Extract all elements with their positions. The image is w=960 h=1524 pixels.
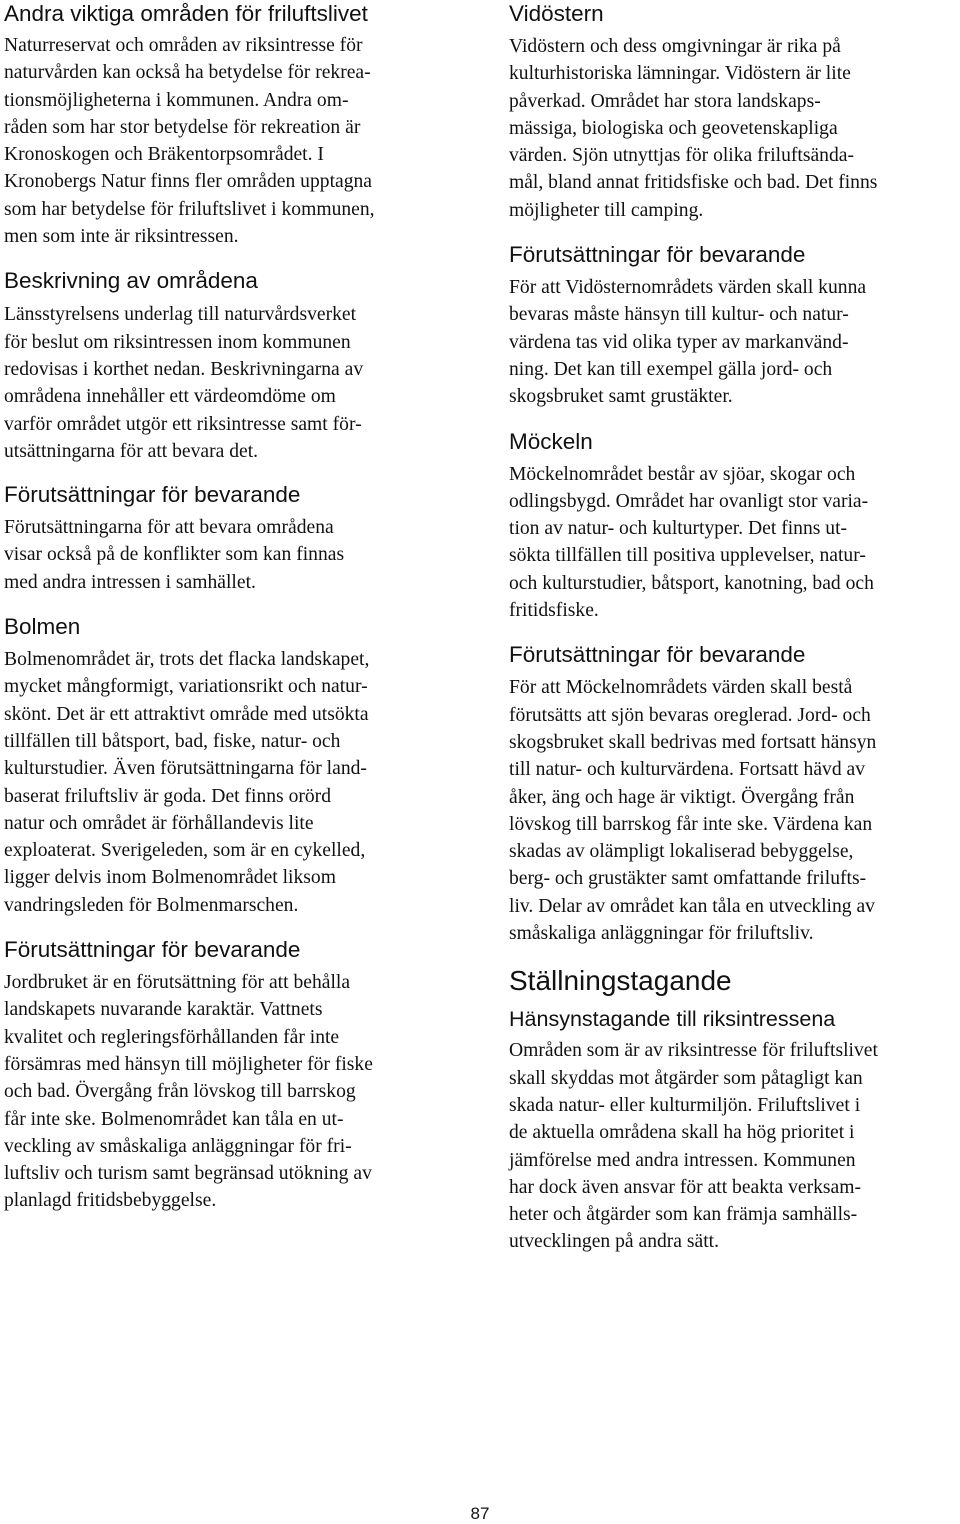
text-line: luftsliv och turism samt begränsad utökning av	[4, 1163, 372, 1185]
left-column	[4, 0, 456, 1215]
text-line: planlagd fritidsbebyggelse.	[4, 1190, 217, 1212]
text-line: baserat friluftsliv är goda. Det finns orörd	[4, 785, 332, 807]
text-line: naturvården kan också ha betydelse för rekrea-	[4, 62, 371, 84]
text-line: värden. Sjön utnyttjas för olika friluftsända-	[509, 145, 854, 167]
paragraph-mockeln	[509, 461, 960, 625]
text-line: småskaliga anläggningar för friluftsliv.	[509, 923, 814, 945]
text-line: tion av natur- och kulturtyper. Det finns ut-	[509, 518, 848, 540]
text-line: Jordbruket är en förutsättning för att behålla	[4, 972, 351, 994]
heading-beskrivning-av-omradena: Beskrivning av områdena	[4, 268, 258, 294]
heading-stallningstagande: Ställningstagande	[509, 965, 732, 997]
paragraph-forutsattningar-bevarande-2	[4, 969, 456, 1215]
text-line: kulturstudier. Även förutsättningarna för land-	[4, 758, 367, 780]
text-line: varför området utgör ett riksintresse samt för-	[4, 413, 362, 435]
page-number: 87	[470, 1504, 490, 1523]
text-line: skogsbruket skall bedrivas med fortsatt hänsyn	[509, 731, 877, 753]
text-line: ligger delvis inom Bolmenområdet liksom	[4, 867, 336, 889]
text-line: med andra intressen i samhället.	[4, 571, 256, 593]
paragraph-andra-viktiga-omraden	[4, 32, 456, 250]
text-line: skönt. Det är ett attraktivt område med utsökta	[4, 703, 369, 725]
paragraph-forutsattningar-bevarande-4	[509, 674, 960, 947]
text-line: För att Vidösternområdets värden skall kunna	[509, 277, 867, 299]
text-line: de aktuella områdena skall ha hög prioritet i	[509, 1122, 855, 1144]
text-line: exploaterat. Sverigeleden, som är en cykelled,	[4, 840, 366, 862]
heading-forutsattningar-bevarande-1: Förutsättningar för bevarande	[4, 482, 301, 508]
text-line: berg- och grustäkter samt omfattande frilufts-	[509, 868, 867, 890]
text-line: Kronoskogen och Bräkentorpsområdet. I	[4, 144, 324, 166]
paragraph-beskrivning-av-omradena	[4, 301, 456, 465]
text-line: till natur- och kulturvärdena. Fortsatt hävd av	[509, 759, 866, 781]
text-line: veckling av småskaliga anläggningar för fri-	[4, 1135, 352, 1157]
text-line: bevaras måste hänsyn till kultur- och natur-	[509, 304, 849, 326]
text-line: påverkad. Området har stora landskaps-	[509, 90, 821, 112]
text-line: kulturhistoriska lämningar. Vidöstern är lite	[509, 63, 851, 85]
text-line: Områden som är av riksintresse för friluftslivet	[509, 1040, 878, 1062]
text-line: Naturreservat och områden av riksintresse för	[4, 35, 363, 56]
text-line: odlingsbygd. Området har ovanligt stor varia-	[509, 490, 869, 512]
heading-bolmen: Bolmen	[4, 614, 81, 640]
text-line: mål, bland annat fritidsfiske och bad. Det finns	[509, 172, 878, 194]
text-line: försämras med hänsyn till möjligheter för fiske	[4, 1053, 373, 1075]
text-line: för beslut om riksintressen inom kommunen	[4, 331, 351, 353]
text-line: landskapets nuvarande karaktär. Vattnets	[4, 999, 323, 1021]
right-column	[509, 0, 960, 1256]
text-line: vandringsleden för Bolmenmarschen.	[4, 894, 299, 916]
text-line: liv. Delar av området kan tåla en utveckling av	[509, 895, 875, 917]
text-line: lövskog till barrskog får inte ske. Värdena kan	[509, 813, 873, 835]
text-line: Förutsättningarna för att bevara områdena	[4, 517, 334, 539]
text-line: redovisas i korthet nedan. Beskrivningarna av	[4, 358, 364, 380]
heading-mockeln: Möckeln	[509, 428, 593, 454]
heading-vidostern: Vidöstern	[509, 1, 604, 26]
text-line: tillfällen till båtsport, bad, fiske, natur- och	[4, 730, 341, 752]
text-line: jämförelse med andra intressen. Kommunen	[509, 1149, 856, 1171]
text-line: visar också på de konflikter som kan finnas	[4, 544, 345, 566]
text-line: tionsmöjligheterna i kommunen. Andra om-	[4, 89, 349, 111]
paragraph-bolmen	[4, 646, 456, 919]
text-line: områdena innehåller ett värdeomdöme om	[4, 386, 336, 408]
text-line: får inte ske. Bolmenområdet kan tåla en ut-	[4, 1108, 344, 1130]
heading-hansynstagande: Hänsynstagande till riksintressena	[509, 1007, 836, 1032]
text-line: ning. Det kan till exempel gälla jord- och	[509, 358, 833, 380]
text-line: Länsstyrelsens underlag till naturvårdsverket	[4, 304, 357, 326]
text-line: åker, äng och hage är viktigt. Övergång från	[509, 786, 855, 808]
heading-forutsattningar-bevarande-3: Förutsättningar för bevarande	[509, 242, 806, 268]
text-line: har dock även ansvar för att beakta verksam-	[509, 1176, 861, 1198]
paragraph-forutsattningar-bevarande-1	[4, 514, 456, 596]
heading-forutsattningar-bevarande-2: Förutsättningar för bevarande	[4, 937, 301, 963]
text-line: natur och området är förhållandevis lite	[4, 812, 314, 834]
text-line: skall skyddas mot åtgärder som påtagligt kan	[509, 1067, 863, 1089]
text-line: men som inte är riksintressen.	[4, 226, 239, 248]
text-line: Kronobergs Natur finns fler områden upptagna	[4, 171, 373, 193]
text-line: utvecklingen på andra sätt.	[509, 1231, 720, 1253]
text-line: som har betydelse för friluftslivet i kommunen,	[4, 198, 375, 220]
text-line: förutsätts att sjön bevaras oreglerad. Jord- och	[509, 704, 871, 726]
text-line: mycket mångformigt, variationsrikt och natur-	[4, 676, 368, 698]
text-line: värdena tas vid olika typer av markanvänd-	[509, 331, 849, 353]
text-line: möjligheter till camping.	[509, 199, 704, 221]
text-line: utsättningarna för att bevara det.	[4, 440, 259, 462]
text-line: Vidöstern och dess omgivningar är rika på	[509, 36, 841, 57]
text-line: skada natur- eller kulturmiljön. Friluftslivet i	[509, 1094, 861, 1116]
text-line: Bolmenområdet är, trots det flacka landskapet,	[4, 649, 370, 671]
text-line: och bad. Övergång från lövskog till barrskog	[4, 1081, 356, 1103]
heading-forutsattningar-bevarande-4: Förutsättningar för bevarande	[509, 642, 806, 668]
paragraph-forutsattningar-bevarande-3	[509, 274, 960, 410]
text-line: skogsbruket samt grustäkter.	[509, 386, 733, 408]
paragraph-vidostern	[509, 33, 960, 224]
text-line: mässiga, biologiska och geovetenskapliga	[509, 117, 838, 139]
text-line: kvalitet och regleringsförhållanden får inte	[4, 1026, 340, 1048]
text-line: fritidsfiske.	[509, 600, 599, 622]
paragraph-hansynstagande	[509, 1037, 960, 1255]
text-line: Möckelnområdet består av sjöar, skogar och	[509, 463, 856, 485]
text-line: och kulturstudier, båtsport, kanotning, bad och	[509, 572, 874, 594]
text-line: skadas av olämpligt lokaliserad bebyggelse,	[509, 841, 854, 863]
text-line: sökta tillfällen till positiva upplevelser, natur-	[509, 545, 866, 567]
heading-andra-viktiga-omraden: Andra viktiga områden för friluftslivet	[4, 1, 368, 26]
text-line: råden som har stor betydelse för rekreation är	[4, 116, 361, 138]
text-line: För att Möckelnområdets värden skall bestå	[509, 677, 853, 699]
text-line: heter och åtgärder som kan främja samhälls-	[509, 1204, 858, 1226]
